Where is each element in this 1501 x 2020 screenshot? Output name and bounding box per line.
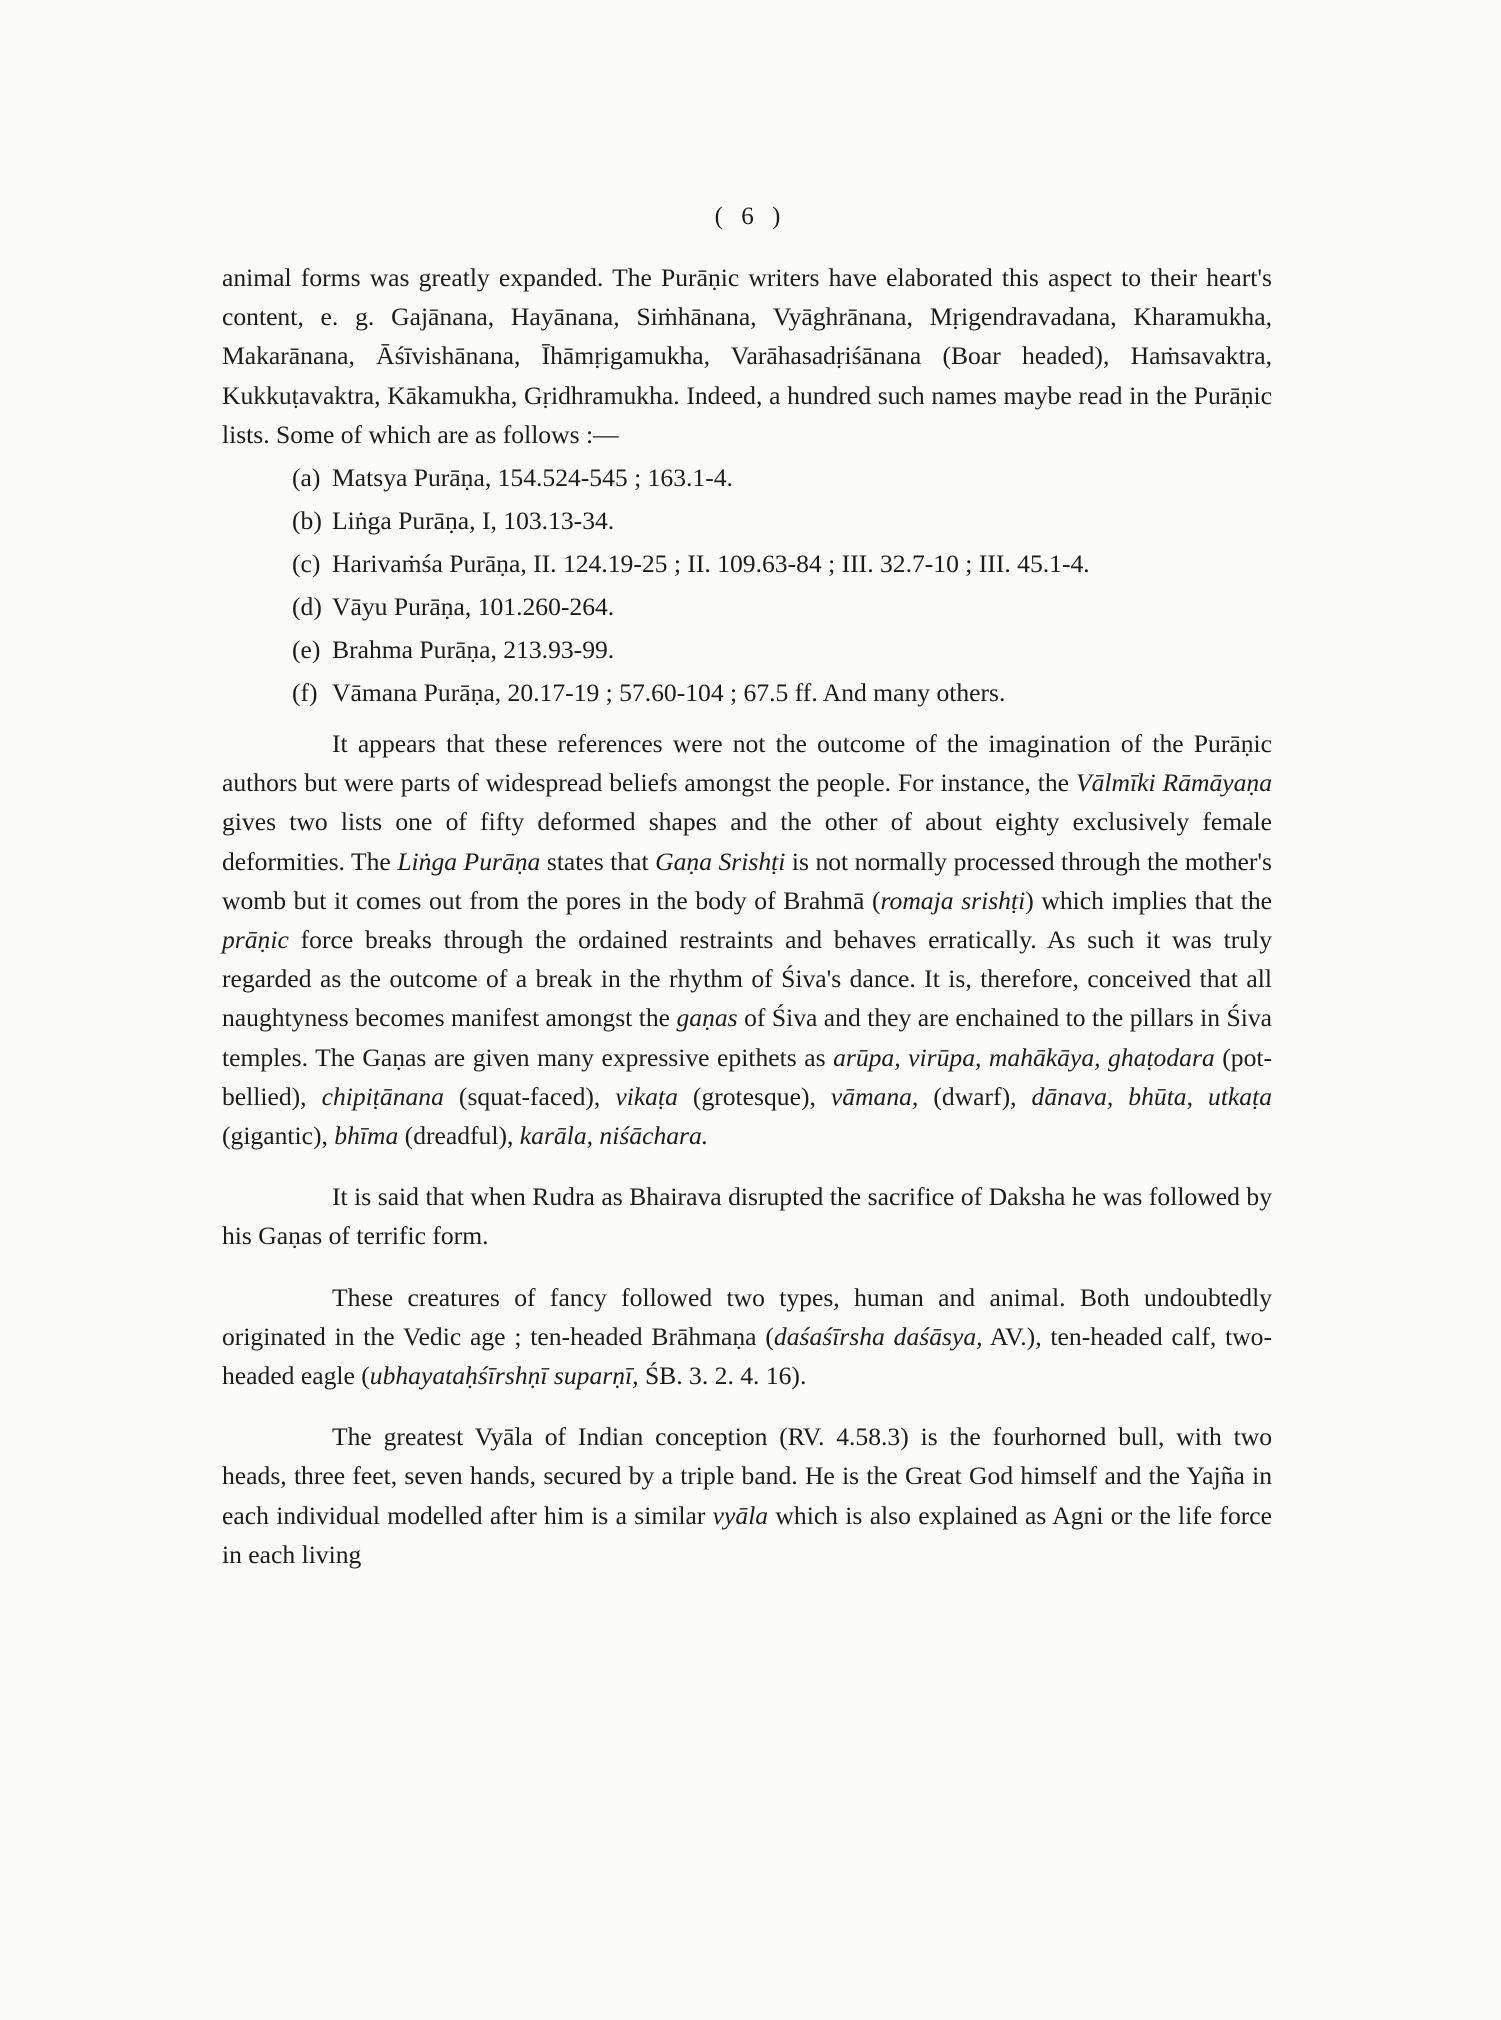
body-text — [222, 258, 1272, 1574]
text-run: The greatest Vyāla of Indian conception (RV. 4.58.3) is the fourhorned bull, with two heads, three feet, seven hands, secured by a triple band. He is the Great God himself and the Yajña in each individual modelled after him is a similar — [222, 1422, 1272, 1530]
italic-term: Gaṇa Srishṭi — [655, 846, 786, 876]
italic-term: dānava, bhūta, utkaṭa — [1031, 1081, 1272, 1111]
reference-item — [222, 542, 1272, 585]
reference-text: Brahma Purāṇa, 213.93-99. — [332, 635, 615, 665]
italic-term: Vālmīki Rāmāyaṇa — [1075, 768, 1272, 798]
text-run: (pot-bellied), — [222, 1042, 1272, 1111]
reference-label: (b) — [292, 506, 322, 536]
paragraph-4 — [222, 1278, 1272, 1396]
paragraph-1: animal forms was greatly expanded. The Purāṇic writers have elaborated this aspect to their heart's content, e. g. Gajānana, Hayānana, Siṁhānana, Vyāghrānana, Mṛigendravadana, Kharamukha, Makarānana, Āśīvishānana, Īhāmṛigamukha, Varāhasadṛiśānana (Boar headed), Haṁsavaktra, Kukkuṭavaktra, Kākamukha, Gṛidhramukha. Indeed, a hundred such names maybe read in the Purāṇic lists. Some of which are as follows :— — [222, 263, 1272, 449]
italic-term: daśaśīrsha daśāsya, — [773, 1321, 983, 1351]
reference-label: (c) — [292, 549, 321, 579]
italic-term: romaja srishṭi — [880, 885, 1026, 915]
italic-term: vyāla — [712, 1500, 769, 1530]
text-run: gives two lists one of fifty deformed shapes and the other of about eighty exclusively female deformities. The — [222, 807, 1272, 876]
reference-item — [222, 585, 1272, 628]
text-run: These creatures of fancy followed two types, human and animal. Both undoubtedly originated in the Vedic age ; ten-headed Brāhmaṇa ( — [222, 1282, 1272, 1351]
text-run: (gigantic), — [222, 1121, 335, 1151]
text-run: states that — [540, 846, 656, 876]
reference-item — [222, 628, 1272, 671]
reference-label: (d) — [292, 592, 322, 622]
text-run: which is also explained as Agni or the life force in each living — [222, 1500, 1272, 1569]
text-run: ) which implies that the — [1025, 885, 1272, 915]
italic-term: karāla, niśāchara. — [519, 1121, 709, 1151]
reference-text: Harivaṁśa Purāṇa, II. 124.19-25 ; II. 109.63-84 ; III. 32.7-10 ; III. 45.1-4. — [332, 549, 1090, 579]
italic-term: vikaṭa — [615, 1081, 678, 1111]
reference-text: Matsya Purāṇa, 154.524-545 ; 163.1-4. — [332, 463, 733, 493]
italic-term: gaṇas — [676, 1003, 738, 1033]
reference-label: (f) — [292, 678, 318, 708]
page-number: ( 6 ) — [714, 203, 787, 230]
reference-item — [222, 456, 1272, 499]
italic-term: prāṇic — [222, 925, 289, 955]
text-run: (dreadful), — [398, 1121, 520, 1151]
text-run: is not normally processed through the mother's womb but it comes out from the pores in the body of Brahmā ( — [222, 846, 1272, 915]
purana-reference-list — [222, 456, 1272, 714]
text-run: force breaks through the ordained restraints and behaves erratically. As such it was truly regarded as the outcome of a break in the rhythm of Śiva's dance. It is, therefore, conceived that all naughtyness becomes manifest amongst the — [222, 925, 1272, 1033]
paragraph-2 — [222, 724, 1272, 1155]
text-run: It appears that these references were not the outcome of the imagination of the Purāṇic authors but were parts of widespread beliefs amongst the people. For instance, the — [222, 729, 1272, 798]
reference-item — [222, 671, 1272, 714]
paragraph-3: It is said that when Rudra as Bhairava disrupted the sacrifice of Daksha he was followed by his Gaṇas of terrific form. — [222, 1182, 1272, 1251]
reference-item — [222, 499, 1272, 542]
italic-term: chipiṭānana — [321, 1081, 444, 1111]
text-run: (grotesque), — [677, 1081, 831, 1111]
reference-label: (e) — [292, 635, 321, 665]
reference-text: Liṅga Purāṇa, I, 103.13-34. — [332, 506, 615, 536]
italic-term: arūpa, virūpa, mahākāya, ghaṭodara — [833, 1042, 1215, 1072]
italic-term: bhīma — [334, 1121, 399, 1151]
reference-text: Vāyu Purāṇa, 101.260-264. — [332, 592, 615, 622]
paragraph-5 — [222, 1417, 1272, 1574]
text-run: of Śiva and they are enchained to the pillars in Śiva temples. The Gaṇas are given many expressive epithets as — [222, 1003, 1272, 1072]
text-run: ŚB. 3. 2. 4. 16). — [638, 1361, 807, 1391]
text-run: (dwarf), — [918, 1081, 1032, 1111]
italic-term: ubhayataḥśīrshṇī suparṇī, — [369, 1361, 639, 1391]
text-run: (squat-faced), — [443, 1081, 616, 1111]
reference-label: (a) — [292, 463, 321, 493]
text-run: AV.), ten-headed calf, two-headed eagle ( — [222, 1321, 1272, 1391]
reference-text: Vāmana Purāṇa, 20.17-19 ; 57.60-104 ; 67.5 ff. And many others. — [332, 678, 1006, 708]
italic-term: Liṅga Purāṇa — [397, 846, 541, 876]
italic-term: vāmana, — [830, 1081, 919, 1111]
